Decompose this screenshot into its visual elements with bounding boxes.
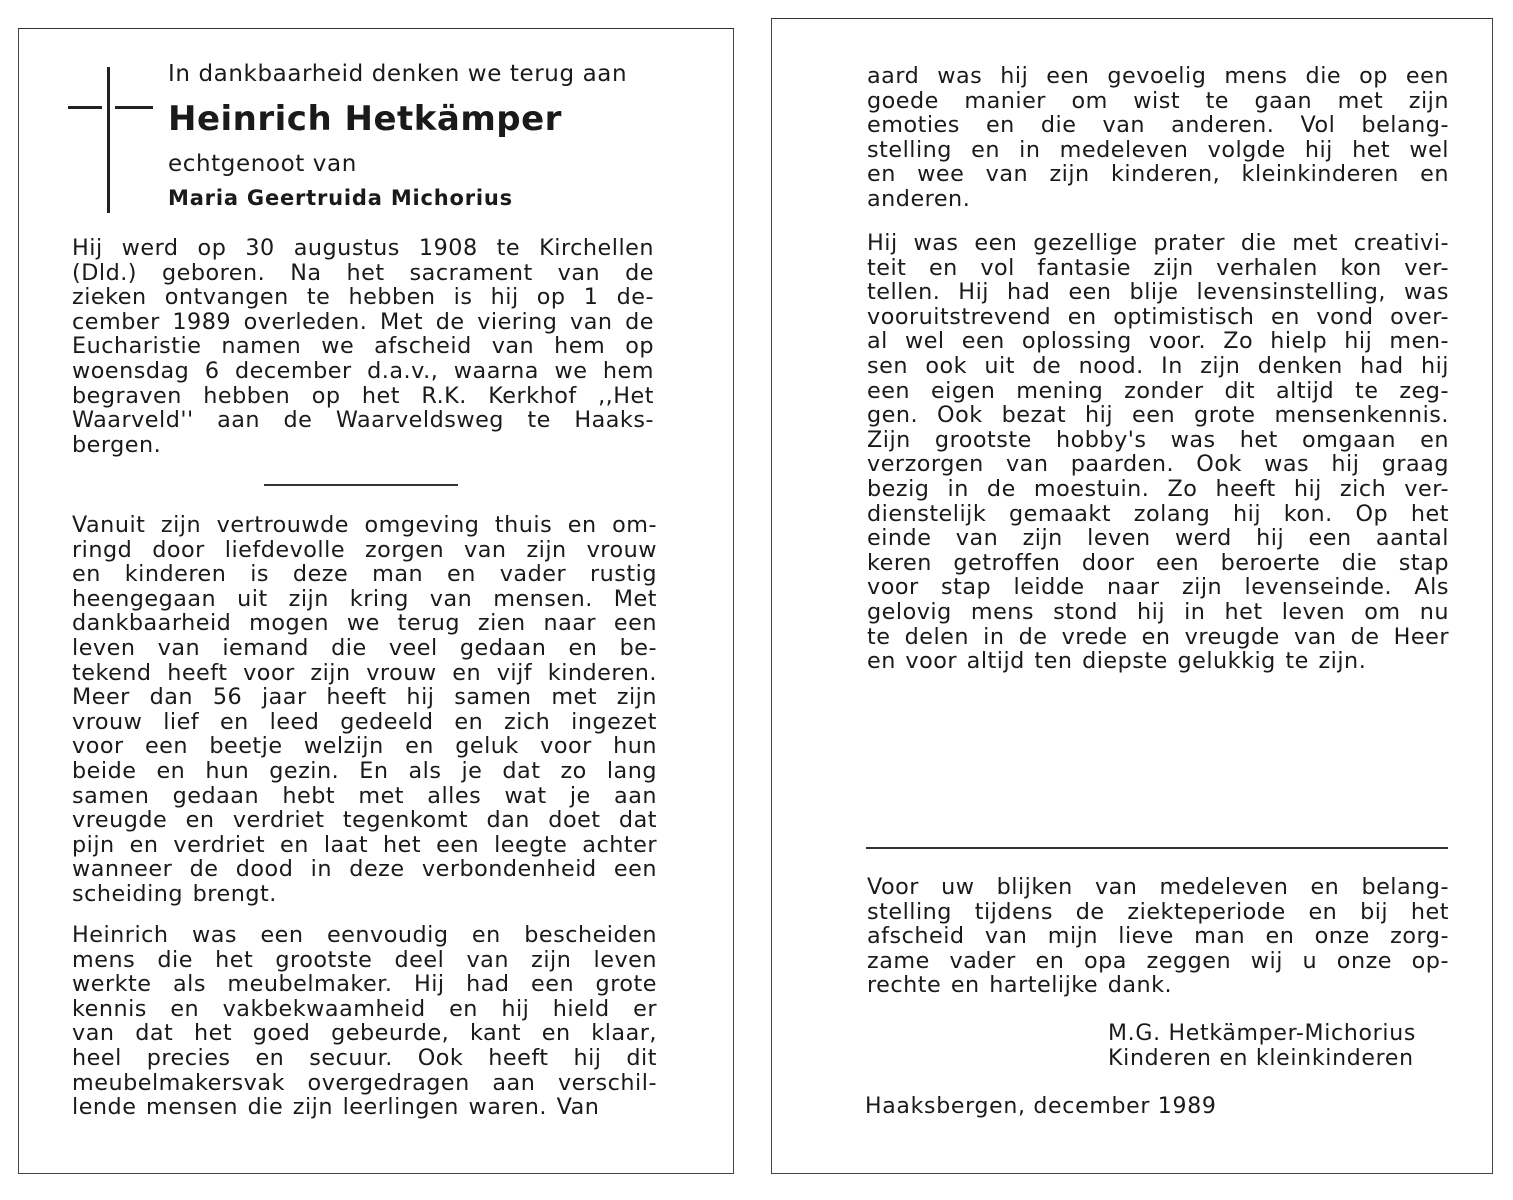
text-line: voor een beetje welzijn en geluk voor hun bbox=[72, 734, 657, 759]
text-line: al wel een oplossing voor. Zo hielp hij men- bbox=[867, 329, 1449, 354]
text-line: Voor uw blijken van medeleven en belang- bbox=[867, 875, 1449, 900]
text-line: werkte als meubelmaker. Hij had een grote bbox=[72, 972, 657, 997]
text-line: emoties en die van anderen. Vol belang- bbox=[867, 113, 1449, 138]
text-line: tekend heeft voor zijn vrouw en vijf kinderen. bbox=[72, 660, 657, 686]
text-line: zieken ontvangen te hebben is hij op 1 de- bbox=[72, 285, 654, 310]
text-line: heel precies en secuur. Ook heeft hij dit bbox=[72, 1045, 657, 1071]
text-line: en voor altijd ten diepste gelukkig te zijn. bbox=[867, 649, 1367, 674]
left-card-page bbox=[18, 28, 734, 1174]
text-line: einde van zijn leven werd hij een aantal bbox=[867, 526, 1449, 551]
text-line: dankbaarheid mogen we terug zien naar een bbox=[72, 611, 657, 636]
talker-paragraph bbox=[867, 231, 1449, 674]
deceased-name: Heinrich Hetkämper bbox=[168, 99, 562, 139]
text-line: bergen. bbox=[72, 432, 162, 458]
text-line: vooruitstrevend en optimistisch en vond over- bbox=[867, 304, 1449, 330]
text-line: Waarveld'' aan de Waarveldsweg te Haaks- bbox=[72, 408, 654, 433]
text-line: dienstelijk gemaakt zolang hij kon. Op het bbox=[867, 501, 1449, 527]
text-line: (Dld.) geboren. Na het sacrament van de bbox=[72, 260, 654, 286]
text-line: afscheid van mijn lieve man en onze zorg- bbox=[867, 924, 1449, 949]
text-line: voor stap leidde naar zijn levenseinde. Als bbox=[867, 575, 1449, 600]
text-line: rechte en hartelijke dank. bbox=[867, 973, 1173, 998]
text-line: Meer dan 56 jaar heeft hij samen met zijn bbox=[72, 685, 657, 710]
spouse-name: Maria Geertruida Michorius bbox=[168, 186, 513, 210]
text-line: ringd door liefdevolle zorgen van zijn vrouw bbox=[72, 537, 657, 563]
text-line: mens die het grootste deel van zijn leven bbox=[72, 947, 657, 973]
text-line: Zijn grootste hobby's was het omgaan en bbox=[867, 427, 1449, 453]
text-line: Hij was een gezellige prater die met creativi- bbox=[867, 231, 1449, 256]
text-line: gelovig mens stond hij in het leven om nu bbox=[867, 599, 1449, 625]
text-line: vrouw lief en leed gedeeld en zich ingezet bbox=[72, 709, 657, 735]
text-line: leven van iemand die veel gedaan en be- bbox=[72, 635, 657, 661]
signer-line: Kinderen en kleinkinderen bbox=[1108, 1046, 1414, 1071]
text-line: sen ook uit de nood. In zijn denken had hij bbox=[867, 353, 1449, 379]
text-line: cember 1989 overleden. Met de viering van de bbox=[72, 309, 654, 335]
text-line: aard was hij een gevoelig mens die op een bbox=[867, 64, 1449, 89]
text-line: samen gedaan hebt met alles wat je aan bbox=[72, 783, 657, 809]
birth-paragraph bbox=[72, 236, 654, 457]
text-line: lende mensen die zijn leerlingen waren. Van bbox=[72, 1095, 600, 1120]
text-line: bezig in de moestuin. Zo heeft hij zich ver- bbox=[867, 476, 1449, 502]
work-paragraph bbox=[72, 923, 657, 1120]
text-line: en kinderen is deze man en vader rustig bbox=[72, 562, 657, 587]
text-line: stelling en in medeleven volgde hij het wel bbox=[867, 137, 1449, 163]
text-line: tellen. Hij had een blije levensinstelling, was bbox=[867, 280, 1449, 305]
text-line: te delen in de vrede en vreugde van de Heer bbox=[867, 624, 1449, 650]
text-line: beide en hun gezin. En als je dat zo lang bbox=[72, 758, 657, 784]
text-line: verzorgen van paarden. Ook was hij graag bbox=[867, 452, 1449, 477]
text-line: meubelmakersvak overgedragen aan verschil- bbox=[72, 1070, 657, 1096]
intro-line: In dankbaarheid denken we terug aan bbox=[168, 61, 628, 87]
text-line: vreugde en verdriet tegenkomt dan doet dat bbox=[72, 808, 657, 833]
text-line: woensdag 6 december d.a.v., waarna we hem bbox=[72, 358, 654, 384]
cross-arm-left bbox=[68, 106, 102, 109]
text-line: een eigen mening zonder dit altijd te zeg- bbox=[867, 378, 1449, 404]
text-line: scheiding brengt. bbox=[72, 881, 277, 907]
text-line: zame vader en opa zeggen wij u onze op- bbox=[867, 948, 1449, 974]
home-paragraph bbox=[72, 513, 657, 907]
text-line: stelling tijdens de ziekteperiode en bij het bbox=[867, 899, 1449, 925]
text-line: heengegaan uit zijn kring van mensen. Met bbox=[72, 586, 657, 612]
text-line: Eucharistie namen we afscheid van hem op bbox=[72, 334, 654, 359]
text-line: teit en vol fantasie zijn verhalen kon ver- bbox=[867, 255, 1449, 281]
text-line: wanneer de dood in deze verbondenheid een bbox=[72, 857, 657, 882]
text-line: kennis en vakbekwaamheid en hij hield er bbox=[72, 996, 657, 1022]
divider bbox=[866, 847, 1448, 849]
place-date: Haaksbergen, december 1989 bbox=[865, 1094, 1217, 1119]
text-line: Hij werd op 30 augustus 1908 te Kirchellen bbox=[72, 236, 654, 261]
text-line: van dat het goed gebeurde, kant en klaar, bbox=[72, 1021, 657, 1046]
signers bbox=[1108, 1021, 1416, 1071]
text-line: Vanuit zijn vertrouwde omgeving thuis en om- bbox=[72, 513, 657, 538]
text-line: Heinrich was een eenvoudig en bescheiden bbox=[72, 923, 657, 948]
text-line: gen. Ook bezat hij een grote mensenkennis. bbox=[867, 403, 1449, 428]
text-line: pijn en verdriet en laat het een leegte achter bbox=[72, 832, 657, 858]
signer-line: M.G. Hetkämper-Michorius bbox=[1108, 1021, 1417, 1046]
text-line: begraven hebben op het R.K. Kerkhof ,,Het bbox=[72, 383, 654, 409]
text-line: goede manier om wist te gaan met zijn bbox=[867, 88, 1449, 114]
divider bbox=[264, 484, 458, 486]
spouse-label: echtgenoot van bbox=[168, 151, 357, 177]
thanks-paragraph bbox=[867, 875, 1449, 998]
cross-icon bbox=[107, 67, 110, 213]
nature-paragraph bbox=[867, 64, 1449, 212]
text-line: keren getroffen door een beroerte die stap bbox=[867, 550, 1449, 576]
right-card-page bbox=[771, 18, 1493, 1174]
cross-arm-right bbox=[115, 106, 153, 109]
text-line: anderen. bbox=[867, 186, 971, 212]
text-line: en wee van zijn kinderen, kleinkinderen en bbox=[867, 162, 1449, 187]
